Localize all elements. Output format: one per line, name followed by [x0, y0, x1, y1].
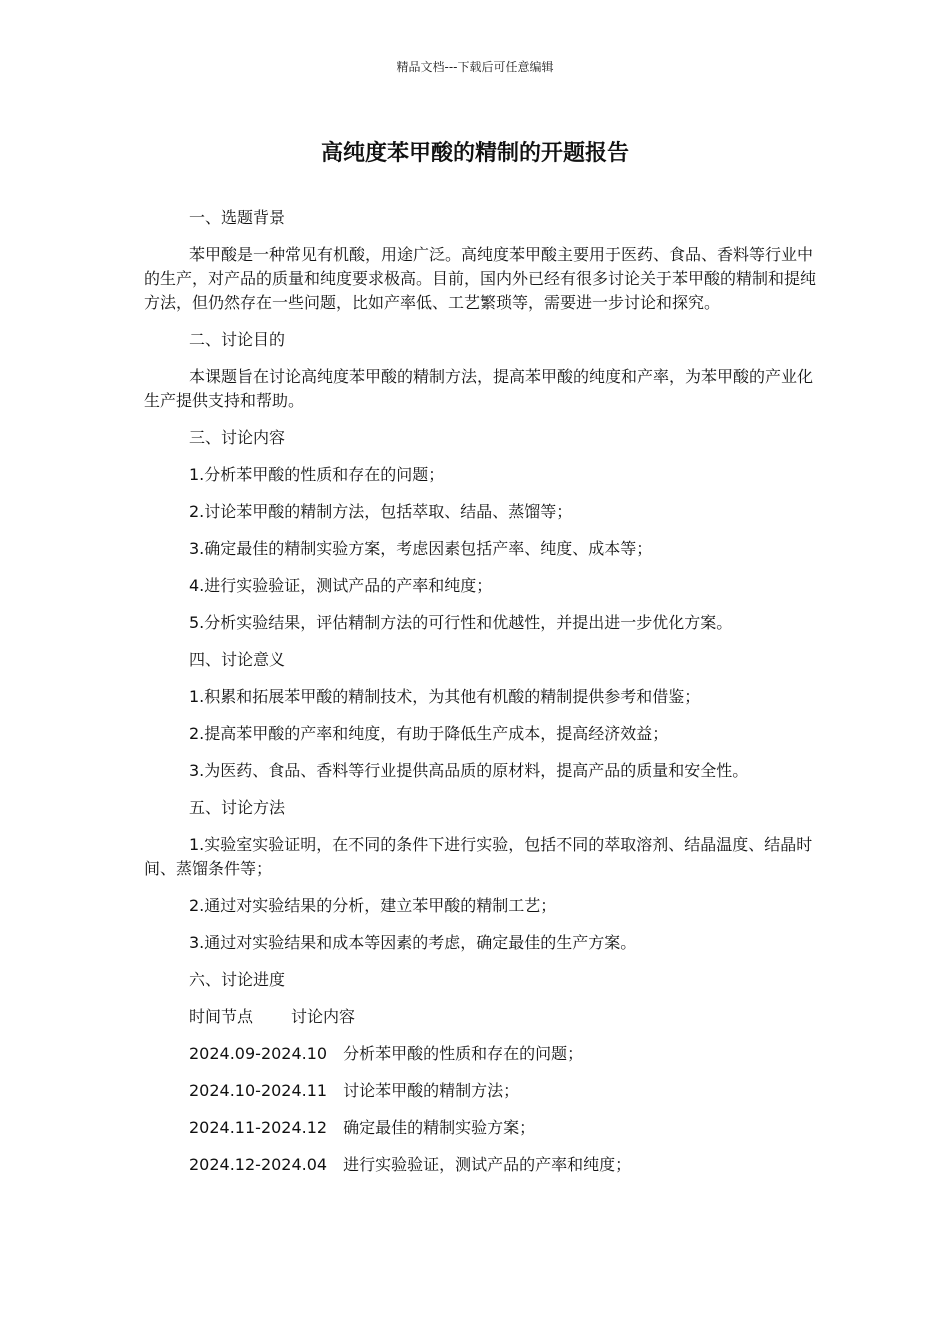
schedule-content: 讨论苯甲酸的精制方法；	[343, 1081, 520, 1100]
significance-item: 1.积累和拓展苯甲酸的精制技术，为其他有机酸的精制提供参考和借鉴；	[189, 687, 701, 706]
schedule-header-row	[144, 1005, 816, 1029]
content-item: 2.讨论苯甲酸的精制方法，包括萃取、结晶、蒸馏等；	[189, 502, 573, 521]
method-item: 2.通过对实验结果的分析，建立苯甲酸的精制工艺；	[189, 896, 557, 915]
section-heading-schedule: 六、讨论进度	[189, 970, 286, 989]
section-heading-background: 一、选题背景	[189, 208, 286, 227]
content-item: 5.分析实验结果，评估精制方法的可行性和优越性，并提出进一步优化方案。	[189, 613, 733, 632]
section-heading-purpose: 二、讨论目的	[189, 330, 286, 349]
method-item: 1.实验室实验证明，在不同的条件下进行实验，包括不同的萃取溶剂、结晶温度、结晶时间、蒸馏条件等；	[144, 835, 813, 878]
page-header: 精品文档---下载后可任意编辑	[396, 60, 554, 74]
schedule-time: 2024.11-2024.12	[189, 1118, 328, 1137]
schedule-row	[144, 1079, 816, 1103]
purpose-paragraph: 本课题旨在讨论高纯度苯甲酸的精制方法，提高苯甲酸的纯度和产率，为苯甲酸的产业化生产提供支持和帮助。	[144, 367, 814, 410]
content-item: 1.分析苯甲酸的性质和存在的问题；	[189, 465, 445, 484]
significance-item: 2.提高苯甲酸的产率和纯度，有助于降低生产成本，提高经济效益；	[189, 724, 669, 743]
schedule-row	[144, 1153, 816, 1177]
schedule-content: 确定最佳的精制实验方案；	[343, 1118, 536, 1137]
section-heading-content: 三、讨论内容	[189, 428, 286, 447]
section-heading-method: 五、讨论方法	[189, 798, 286, 817]
background-paragraph: 苯甲酸是一种常见有机酸，用途广泛。高纯度苯甲酸主要用于医药、食品、香料等行业中的生产，对产品的质量和纯度要求极高。目前，国内外已经有很多讨论关于苯甲酸的精制和提纯方法，但仍然存在一些问题，比如产率低、工艺繁琐等，需要进一步讨论和探究。	[144, 245, 817, 312]
method-item: 3.通过对实验结果和成本等因素的考虑，确定最佳的生产方案。	[189, 933, 637, 952]
section-heading-significance: 四、讨论意义	[189, 650, 286, 669]
schedule-content: 分析苯甲酸的性质和存在的问题；	[343, 1044, 584, 1063]
document-body	[144, 206, 816, 1190]
schedule-time: 2024.12-2024.04	[189, 1155, 328, 1174]
content-item: 4.进行实验验证，测试产品的产率和纯度；	[189, 576, 493, 595]
schedule-content: 进行实验验证，测试产品的产率和纯度；	[343, 1155, 632, 1174]
significance-item: 3.为医药、食品、香料等行业提供高品质的原材料，提高产品的质量和安全性。	[189, 761, 749, 780]
schedule-col-content: 讨论内容	[291, 1007, 356, 1026]
schedule-row	[144, 1116, 816, 1140]
schedule-row	[144, 1042, 816, 1066]
content-item: 3.确定最佳的精制实验方案，考虑因素包括产率、纯度、成本等；	[189, 539, 653, 558]
document-title: 高纯度苯甲酸的精制的开题报告	[320, 141, 629, 166]
schedule-col-time: 时间节点	[189, 1007, 254, 1026]
schedule-time: 2024.09-2024.10	[189, 1044, 328, 1063]
schedule-time: 2024.10-2024.11	[189, 1081, 328, 1100]
